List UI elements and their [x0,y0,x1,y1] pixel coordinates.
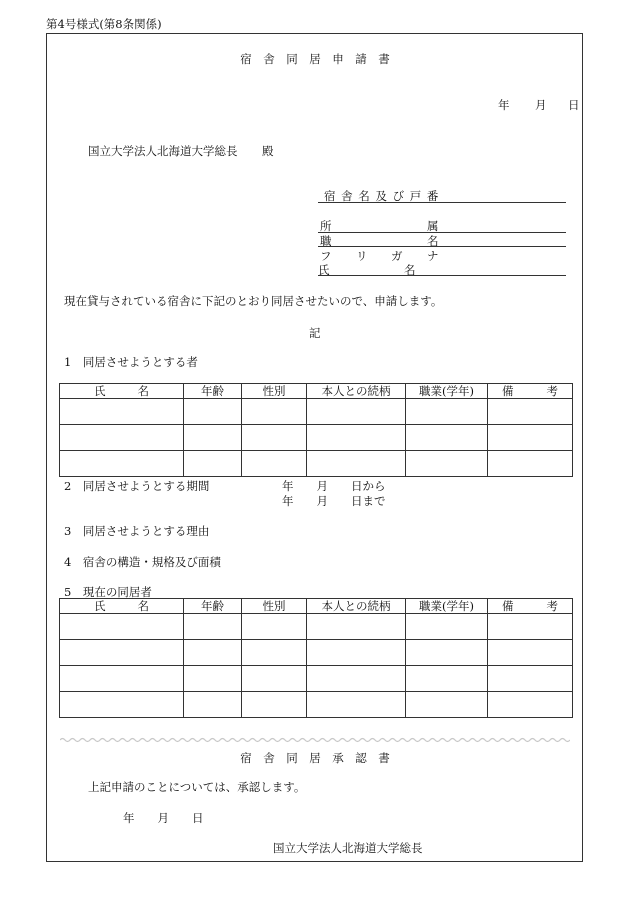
honorific: 殿 [262,144,274,158]
name-label-b: 名 [404,263,416,277]
furigana-label-d: ナ [427,249,439,263]
period-from: 年 月 日から [282,479,386,493]
table-header-row [60,599,573,614]
col-relation: 本人との続柄 [321,384,391,398]
col-age: 年齢 [201,599,224,613]
job-label-b: 名 [427,234,439,248]
section-3-heading: 3 同居させようとする理由 [64,524,210,538]
name-line [318,275,566,276]
table-row [60,666,573,692]
approval-date: 年 月 日 [123,811,204,825]
table-row [60,692,573,718]
table-row [60,399,573,425]
section-5-heading: 5 現在の同居者 [64,585,152,599]
table-header-row [60,384,573,399]
col-occupation: 職業(学年) [419,599,474,613]
application-body: 現在貸与されている宿舎に下記のとおり同居させたいので、申請します。 [64,294,443,308]
wavy-divider [60,736,570,744]
table-row [60,640,573,666]
ki-label: 記 [309,326,321,340]
col-name-b: 名 [137,599,149,613]
approval-body: 上記申請のことについては、承認します。 [88,780,306,794]
approval-signer: 国立大学法人北海道大学総長 [273,841,423,855]
col-age: 年齢 [201,384,224,398]
col-remarks-a: 備 [502,599,514,613]
col-name-a: 氏 [94,384,106,398]
col-relation: 本人との続柄 [321,599,391,613]
cohabitant-table [59,383,573,477]
job-line [318,246,566,247]
col-name-b: 名 [137,384,149,398]
name-label-a: 氏 [318,263,330,277]
section-4-heading: 4 宿舎の構造・規格及び面積 [64,555,221,569]
col-gender: 性別 [262,384,286,398]
date-year-label: 年 [498,98,510,112]
period-to: 年 月 日まで [282,494,386,508]
department-label-b: 属 [427,219,439,233]
section-1-heading: 1 同居させようとする者 [64,355,198,369]
table-row [60,614,573,640]
housing-name-label: 宿 舎 名 及 び 戸 番 [324,189,440,203]
col-remarks-b: 考 [546,384,558,398]
table-row [60,425,573,451]
department-line [318,232,566,233]
col-occupation: 職業(学年) [419,384,474,398]
job-label-a: 職 [320,234,332,248]
furigana-label-a: フ [320,249,332,263]
col-remarks-a: 備 [502,384,514,398]
approval-title: 宿 舎 同 居 承 認 書 [240,751,390,765]
col-gender: 性別 [262,599,286,613]
application-title: 宿 舎 同 居 申 請 書 [240,52,390,66]
housing-name-line [318,202,566,203]
col-remarks-b: 考 [546,599,558,613]
furigana-label-c: ガ [391,249,403,263]
furigana-label-b: リ [356,249,368,263]
date-month-label: 月 [535,98,547,112]
section-2-heading: 2 同居させようとする期間 [64,479,210,493]
department-label-a: 所 [320,219,332,233]
current-cohabitant-table [59,598,573,718]
addressee: 国立大学法人北海道大学総長 [88,144,238,158]
table-row [60,451,573,477]
col-name-a: 氏 [94,599,106,613]
form-number: 第4号様式(第8条関係) [46,17,162,31]
date-day-label: 日 [568,98,580,112]
